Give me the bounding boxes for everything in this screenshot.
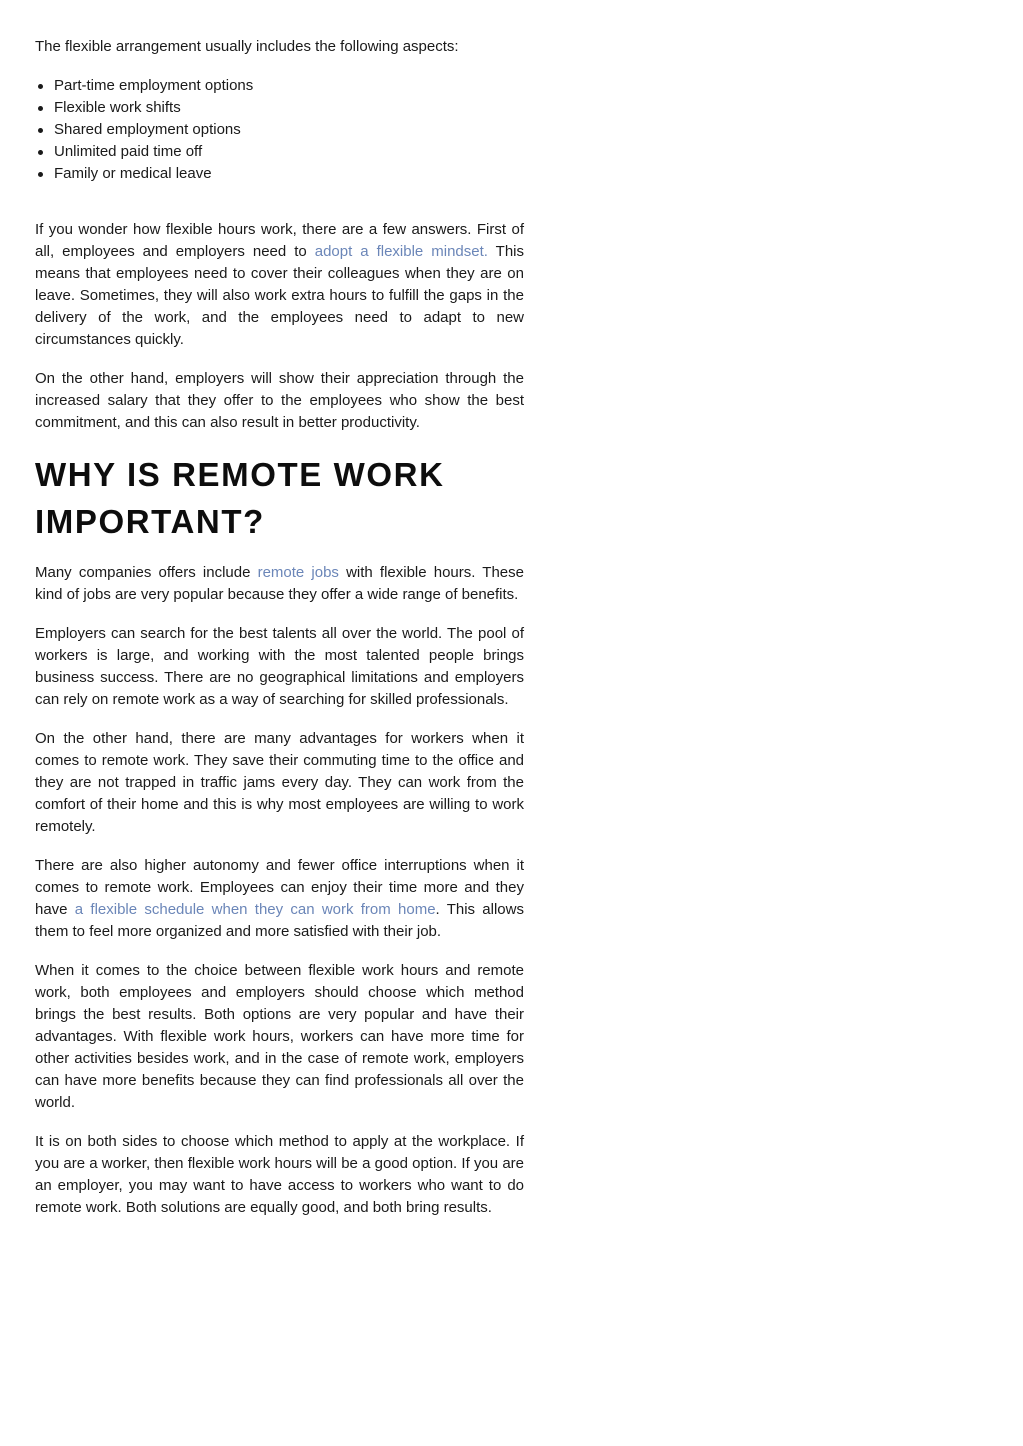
paragraph-text: This means that employees need to cover their colleagues when they are on leave. Sometimes, they will also work extra hours to fulfill the gaps in the delivery of the work, and the employees need to adapt to new circumstances quickly. xyxy=(35,243,525,348)
section-heading: WHY IS REMOTE WORK IMPORTANT? xyxy=(35,456,445,540)
paragraph-text: There are also higher autonomy and fewer office interruptions when it comes to remote work. Employees can enjoy their time more and they have xyxy=(35,857,524,918)
paragraph-text: . This allows them to feel more organized and more satisfied with their job. xyxy=(35,901,524,940)
list-item: Flexible work shifts xyxy=(35,97,524,119)
list-item: Shared employment options xyxy=(35,119,524,141)
paragraph-text: If you wonder how flexible hours work, there are a few answers. First of all, employees and employers need to xyxy=(35,221,524,260)
adopt-flexible-mindset-link[interactable]: adopt a flexible mindset. xyxy=(314,243,488,260)
spacer xyxy=(35,185,524,219)
list-item: Unlimited paid time off xyxy=(35,141,524,163)
paragraph-text: with flexible hours. These kind of jobs are very popular because they offer a wide range of benefits. xyxy=(35,564,524,603)
flexible-schedule-link[interactable]: a flexible schedule when they can work from home xyxy=(74,901,436,918)
paragraph-text: Many companies offers include xyxy=(35,564,258,581)
paragraph-talent-pool: Employers can search for the best talents all over the world. The pool of workers is large, and working with the most talented people brings business success. There are no geographical limitations and employers can rely on remote work as a way of searching for skilled professionals. xyxy=(35,625,524,708)
article-body xyxy=(35,36,524,1236)
paragraph-worker-advantages: On the other hand, there are many advantages for workers when it comes to remote work. They save their commuting time to the office and they are not trapped in traffic jams every day. They can work from the comfort of their home and this is why most employees are willing to work remotely. xyxy=(35,730,524,835)
aspects-list xyxy=(35,75,524,185)
paragraph-remote-jobs xyxy=(35,562,524,606)
intro-text: The flexible arrangement usually includes the following aspects: xyxy=(35,38,459,55)
remote-jobs-link[interactable]: remote jobs xyxy=(257,564,339,581)
paragraph-employer-appreciation: On the other hand, employers will show their appreciation through the increased salary that they offer to the employees who show the best commitment, and this can also result in better productivity. xyxy=(35,370,524,431)
paragraph-autonomy xyxy=(35,855,524,943)
paragraph-flexible-hours xyxy=(35,219,524,351)
paragraph-conclusion: It is on both sides to choose which method to apply at the workplace. If you are a worker, then flexible work hours will be a good option. If you are an employer, you may want to have access to workers who want to do remote work. Both solutions are equally good, and both bring results. xyxy=(35,1133,524,1216)
paragraph-choice: When it comes to the choice between flexible work hours and remote work, both employees and employers should choose which method brings the best results. Both options are very popular and have their advantages. With flexible work hours, workers can have more time for other activities besides work, and in the case of remote work, employers can have more benefits because they can find professionals all over the world. xyxy=(35,962,524,1111)
list-item: Part-time employment options xyxy=(35,75,524,97)
list-item: Family or medical leave xyxy=(35,163,524,185)
